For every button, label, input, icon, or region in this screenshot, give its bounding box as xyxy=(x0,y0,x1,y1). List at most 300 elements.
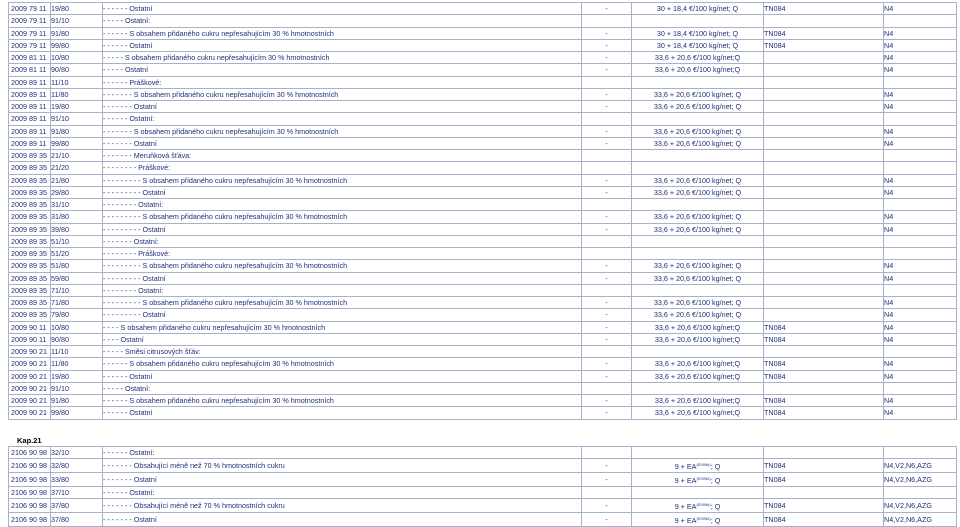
description: - - - - - - - Obsahující méně než 70 % hmotnostních cukru xyxy=(103,459,582,473)
duty-rate xyxy=(632,473,764,487)
subheading-code: 91/80 xyxy=(51,125,103,137)
table-row xyxy=(9,162,957,174)
commodity-code: 2106 90 98 xyxy=(9,499,51,513)
description: - - - - - - Ostatní xyxy=(103,407,582,419)
dash-cell: - xyxy=(582,407,632,419)
tn-measure xyxy=(764,223,884,235)
tn-measure xyxy=(764,382,884,394)
tn-measure xyxy=(764,447,884,459)
commodity-code: 2009 79 11 xyxy=(9,39,51,51)
subheading-code: 32/10 xyxy=(51,447,103,459)
table-row xyxy=(9,260,957,272)
n-measure: N4 xyxy=(884,358,957,370)
table-row xyxy=(9,101,957,113)
commodity-code: 2009 89 35 xyxy=(9,199,51,211)
n-measure xyxy=(884,346,957,358)
description: - - - - - - - Ostatní: xyxy=(103,235,582,247)
commodity-code: 2009 89 11 xyxy=(9,125,51,137)
subheading-code: 91/80 xyxy=(51,395,103,407)
description: - - - - Ostatní xyxy=(103,333,582,345)
tn-measure xyxy=(764,125,884,137)
dash-cell: - xyxy=(582,513,632,527)
description: - - - - - - - - Práškové: xyxy=(103,248,582,260)
n-measure: N4 xyxy=(884,101,957,113)
commodity-code: 2009 89 35 xyxy=(9,297,51,309)
commodity-code: 2009 89 35 xyxy=(9,162,51,174)
subheading-code: 91/10 xyxy=(51,382,103,394)
subheading-code: 19/80 xyxy=(51,101,103,113)
description: - - - - - - - Ostatní xyxy=(103,101,582,113)
dash-cell: - xyxy=(582,223,632,235)
table-row xyxy=(9,395,957,407)
duty-rate: 30 + 18,4 €/100 kg/net; Q xyxy=(632,3,764,15)
description: - - - - - - - - - S obsahem přidaného cukru nepřesahujícím 30 % hmotnostních xyxy=(103,297,582,309)
table-row xyxy=(9,333,957,345)
subheading-code: 71/10 xyxy=(51,284,103,296)
table-row xyxy=(9,382,957,394)
dash-cell xyxy=(582,76,632,88)
commodity-code: 2009 89 35 xyxy=(9,272,51,284)
description: - - - - - - - - Ostatní: xyxy=(103,284,582,296)
duty-rate: 33,6 + 20,6 €/100 kg/net; Q xyxy=(632,223,764,235)
tn-measure xyxy=(764,174,884,186)
description: - - - - - - - - - Ostatní xyxy=(103,186,582,198)
commodity-code: 2009 89 35 xyxy=(9,260,51,272)
n-measure: N4 xyxy=(884,137,957,149)
commodity-code: 2009 89 35 xyxy=(9,186,51,198)
n-measure: N4 xyxy=(884,297,957,309)
description: - - - - - - - - Ostatní: xyxy=(103,199,582,211)
duty-rate: 33,6 + 20,6 €/100 kg/net;Q xyxy=(632,358,764,370)
dash-cell: - xyxy=(582,101,632,113)
subheading-code: 21/80 xyxy=(51,174,103,186)
subheading-code: 90/80 xyxy=(51,64,103,76)
dash-cell: - xyxy=(582,137,632,149)
subheading-code: 10/80 xyxy=(51,52,103,64)
description: - - - - - - - - Práškové: xyxy=(103,162,582,174)
table-row xyxy=(9,346,957,358)
tn-measure xyxy=(764,199,884,211)
tn-measure xyxy=(764,137,884,149)
table-row xyxy=(9,370,957,382)
commodity-code: 2009 79 11 xyxy=(9,15,51,27)
duty-rate-footnote: (E009#) xyxy=(696,516,711,522)
dash-cell: - xyxy=(582,211,632,223)
dash-cell xyxy=(582,447,632,459)
table-row xyxy=(9,473,957,487)
tn-measure xyxy=(764,211,884,223)
commodity-code: 2106 90 98 xyxy=(9,447,51,459)
description: - - - - - - Ostatní xyxy=(103,3,582,15)
description: - - - - - S obsahem přidaného cukru nepřesahujícím 30 % hmotnostních xyxy=(103,52,582,64)
commodity-code: 2106 90 98 xyxy=(9,487,51,499)
description: - - - - - Ostatní: xyxy=(103,382,582,394)
tn-measure xyxy=(764,88,884,100)
duty-rate: 33,6 + 20,6 €/100 kg/net;Q xyxy=(632,64,764,76)
duty-rate-tail: ; Q xyxy=(710,502,721,512)
duty-rate-footnote: (E009#) xyxy=(696,462,711,468)
duty-rate-main: 9 + EA xyxy=(674,516,697,526)
n-measure xyxy=(884,162,957,174)
n-measure: N4 xyxy=(884,407,957,419)
duty-rate: 30 + 18,4 €/100 kg/net; Q xyxy=(632,27,764,39)
dash-cell: - xyxy=(582,321,632,333)
n-measure: N4,V2,N6,AZG xyxy=(884,459,957,473)
commodity-code: 2009 90 11 xyxy=(9,333,51,345)
commodity-code: 2009 90 21 xyxy=(9,395,51,407)
duty-rate-tail: ; Q xyxy=(710,462,721,472)
subheading-code: 11/80 xyxy=(51,88,103,100)
n-measure xyxy=(884,235,957,247)
dash-cell xyxy=(582,346,632,358)
description: - - - - - Směsi citrusových šťáv: xyxy=(103,346,582,358)
tn-measure xyxy=(764,260,884,272)
subheading-code: 10/80 xyxy=(51,321,103,333)
description: - - - - - - Ostatní xyxy=(103,370,582,382)
tn-measure: TN084 xyxy=(764,39,884,51)
n-measure: N4 xyxy=(884,27,957,39)
description: - - - - - - S obsahem přidaného cukru nepřesahujícím 30 % hmotnostních xyxy=(103,358,582,370)
duty-rate-footnote: (E009#) xyxy=(696,476,711,482)
duty-rate-main: 9 + EA xyxy=(674,462,697,472)
tn-measure xyxy=(764,284,884,296)
n-measure: N4 xyxy=(884,186,957,198)
dash-cell: - xyxy=(582,395,632,407)
n-measure: N4 xyxy=(884,52,957,64)
duty-rate: 33,6 + 20,6 €/100 kg/net; Q xyxy=(632,125,764,137)
table-row xyxy=(9,321,957,333)
table-row xyxy=(9,76,957,88)
description: - - - - - - - Obsahující méně než 70 % hmotnostních cukru xyxy=(103,499,582,513)
n-measure xyxy=(884,382,957,394)
n-measure: N4 xyxy=(884,223,957,235)
dash-cell: - xyxy=(582,186,632,198)
dash-cell xyxy=(582,15,632,27)
subheading-code: 37/80 xyxy=(51,499,103,513)
duty-rate-main: 9 + EA xyxy=(674,476,697,486)
commodity-code: 2009 90 21 xyxy=(9,358,51,370)
table-row xyxy=(9,186,957,198)
duty-rate: 33,6 + 20,6 €/100 kg/net;Q xyxy=(632,407,764,419)
n-measure xyxy=(884,113,957,125)
dash-cell: - xyxy=(582,39,632,51)
tn-measure: TN084 xyxy=(764,395,884,407)
duty-rate: 33,6 + 20,6 €/100 kg/net;Q xyxy=(632,333,764,345)
dash-cell xyxy=(582,150,632,162)
dash-cell: - xyxy=(582,272,632,284)
table-row xyxy=(9,64,957,76)
tn-measure: TN084 xyxy=(764,513,884,527)
duty-rate: 33,6 + 20,6 €/100 kg/net; Q xyxy=(632,186,764,198)
table-row xyxy=(9,447,957,459)
tn-measure xyxy=(764,487,884,499)
n-measure: N4 xyxy=(884,88,957,100)
subheading-code: 51/20 xyxy=(51,248,103,260)
table-row xyxy=(9,459,957,473)
table-row xyxy=(9,223,957,235)
dash-cell: - xyxy=(582,3,632,15)
n-measure xyxy=(884,76,957,88)
commodity-code: 2009 79 11 xyxy=(9,27,51,39)
subheading-code: 32/80 xyxy=(51,459,103,473)
tariff-table-top xyxy=(8,2,957,420)
tariff-table-bottom xyxy=(8,446,957,527)
table-row xyxy=(9,199,957,211)
commodity-code: 2009 89 35 xyxy=(9,248,51,260)
description: - - - - S obsahem přidaného cukru nepřesahujícím 30 % hmotnostních xyxy=(103,321,582,333)
n-measure: N4 xyxy=(884,3,957,15)
tn-measure: TN084 xyxy=(764,473,884,487)
table-row xyxy=(9,211,957,223)
commodity-code: 2106 90 98 xyxy=(9,473,51,487)
description: - - - - - Ostatní: xyxy=(103,15,582,27)
dash-cell: - xyxy=(582,260,632,272)
n-measure xyxy=(884,199,957,211)
subheading-code: 51/10 xyxy=(51,235,103,247)
duty-rate xyxy=(632,199,764,211)
duty-rate xyxy=(632,447,764,459)
duty-rate: 33,6 + 20,6 €/100 kg/net; Q xyxy=(632,309,764,321)
n-measure: N4 xyxy=(884,174,957,186)
subheading-code: 11/80 xyxy=(51,358,103,370)
description: - - - - - - Ostatní: xyxy=(103,447,582,459)
dash-cell: - xyxy=(582,64,632,76)
subheading-code: 33/80 xyxy=(51,473,103,487)
n-measure: N4,V2,N6,AZG xyxy=(884,513,957,527)
dash-cell xyxy=(582,382,632,394)
description: - - - - - - - - - S obsahem přidaného cukru nepřesahujícím 30 % hmotnostních xyxy=(103,260,582,272)
n-measure: N4 xyxy=(884,211,957,223)
tn-measure xyxy=(764,64,884,76)
table-row xyxy=(9,235,957,247)
subheading-code: 19/80 xyxy=(51,370,103,382)
n-measure: N4 xyxy=(884,333,957,345)
duty-rate: 30 + 18,4 €/100 kg/net; Q xyxy=(632,39,764,51)
tn-measure xyxy=(764,272,884,284)
tn-measure: TN084 xyxy=(764,333,884,345)
commodity-code: 2009 90 21 xyxy=(9,407,51,419)
dash-cell: - xyxy=(582,125,632,137)
tn-measure: TN084 xyxy=(764,459,884,473)
duty-rate xyxy=(632,248,764,260)
tn-measure xyxy=(764,235,884,247)
description: - - - - - - Ostatní: xyxy=(103,487,582,499)
dash-cell: - xyxy=(582,499,632,513)
table-row xyxy=(9,88,957,100)
tn-measure: TN084 xyxy=(764,321,884,333)
duty-rate xyxy=(632,15,764,27)
description: - - - - - - - - - Ostatní xyxy=(103,309,582,321)
commodity-code: 2009 81 11 xyxy=(9,52,51,64)
n-measure: N4 xyxy=(884,260,957,272)
duty-rate xyxy=(632,499,764,513)
subheading-code: 71/80 xyxy=(51,297,103,309)
subheading-code: 11/10 xyxy=(51,76,103,88)
commodity-code: 2009 89 35 xyxy=(9,150,51,162)
tariff-table-bottom-body xyxy=(9,447,957,527)
commodity-code: 2009 89 11 xyxy=(9,113,51,125)
description: - - - - - - - - - Ostatní xyxy=(103,223,582,235)
table-row xyxy=(9,52,957,64)
dash-cell: - xyxy=(582,174,632,186)
tn-measure: TN084 xyxy=(764,358,884,370)
subheading-code: 21/20 xyxy=(51,162,103,174)
dash-cell: - xyxy=(582,52,632,64)
table-row xyxy=(9,248,957,260)
subheading-code: 91/10 xyxy=(51,113,103,125)
description: - - - - - - Ostatní xyxy=(103,39,582,51)
subheading-code: 19/80 xyxy=(51,3,103,15)
duty-rate xyxy=(632,513,764,527)
tn-measure xyxy=(764,248,884,260)
tn-measure: TN084 xyxy=(764,407,884,419)
n-measure: N4 xyxy=(884,125,957,137)
n-measure: N4,V2,N6,AZG xyxy=(884,473,957,487)
description: - - - - - - - Meruňková šťáva: xyxy=(103,150,582,162)
n-measure xyxy=(884,447,957,459)
dash-cell xyxy=(582,162,632,174)
n-measure: N4 xyxy=(884,39,957,51)
duty-rate xyxy=(632,346,764,358)
tn-measure xyxy=(764,186,884,198)
commodity-code: 2106 90 98 xyxy=(9,513,51,527)
table-row xyxy=(9,150,957,162)
dash-cell: - xyxy=(582,88,632,100)
table-row xyxy=(9,3,957,15)
n-measure: N4 xyxy=(884,272,957,284)
description: - - - - - - Ostatní: xyxy=(103,113,582,125)
table-row xyxy=(9,272,957,284)
subheading-code: 59/80 xyxy=(51,272,103,284)
description: - - - - - - Práškové: xyxy=(103,76,582,88)
subheading-code: 51/80 xyxy=(51,260,103,272)
n-measure: N4 xyxy=(884,64,957,76)
duty-rate xyxy=(632,76,764,88)
duty-rate: 33,6 + 20,6 €/100 kg/net;Q xyxy=(632,321,764,333)
duty-rate xyxy=(632,487,764,499)
subheading-code: 91/80 xyxy=(51,27,103,39)
duty-rate: 33,6 + 20,6 €/100 kg/net; Q xyxy=(632,101,764,113)
subheading-code: 99/80 xyxy=(51,137,103,149)
tn-measure xyxy=(764,76,884,88)
tn-measure xyxy=(764,113,884,125)
description: - - - - - - - Ostatní xyxy=(103,513,582,527)
description: - - - - - - - S obsahem přidaného cukru nepřesahujícím 30 % hmotnostních xyxy=(103,88,582,100)
table-row xyxy=(9,113,957,125)
subheading-code: 31/10 xyxy=(51,199,103,211)
table-row xyxy=(9,39,957,51)
subheading-code: 39/80 xyxy=(51,223,103,235)
table-row xyxy=(9,513,957,527)
commodity-code: 2009 89 11 xyxy=(9,101,51,113)
tariff-table-top-body xyxy=(9,3,957,420)
chapter-heading: Kap.21 xyxy=(17,436,42,445)
description: - - - - - - - Ostatní xyxy=(103,137,582,149)
duty-rate xyxy=(632,382,764,394)
commodity-code: 2009 89 11 xyxy=(9,137,51,149)
n-measure xyxy=(884,150,957,162)
subheading-code: 11/10 xyxy=(51,346,103,358)
dash-cell: - xyxy=(582,358,632,370)
duty-rate: 33,6 + 20,6 €/100 kg/net; Q xyxy=(632,272,764,284)
duty-rate: 33,6 + 20,6 €/100 kg/net;Q xyxy=(632,52,764,64)
description: - - - - - - S obsahem přidaného cukru nepřesahujícím 30 % hmotnostních xyxy=(103,395,582,407)
commodity-code: 2009 89 35 xyxy=(9,284,51,296)
table-row xyxy=(9,137,957,149)
table-row xyxy=(9,407,957,419)
subheading-code: 37/10 xyxy=(51,487,103,499)
tn-measure xyxy=(764,150,884,162)
dash-cell xyxy=(582,248,632,260)
duty-rate: 33,6 + 20,6 €/100 kg/net; Q xyxy=(632,174,764,186)
n-measure: N4 xyxy=(884,395,957,407)
duty-rate-tail: ; Q xyxy=(710,516,721,526)
tn-measure xyxy=(764,15,884,27)
dash-cell: - xyxy=(582,309,632,321)
table-row xyxy=(9,174,957,186)
subheading-code: 21/10 xyxy=(51,150,103,162)
dash-cell: - xyxy=(582,370,632,382)
description: - - - - - - - - - Ostatní xyxy=(103,272,582,284)
description: - - - - - - - - - S obsahem přidaného cukru nepřesahujícím 30 % hmotnostních xyxy=(103,174,582,186)
tn-measure xyxy=(764,162,884,174)
dash-cell: - xyxy=(582,333,632,345)
n-measure xyxy=(884,248,957,260)
dash-cell xyxy=(582,113,632,125)
tn-measure xyxy=(764,101,884,113)
commodity-code: 2009 90 21 xyxy=(9,346,51,358)
tn-measure: TN084 xyxy=(764,370,884,382)
duty-rate xyxy=(632,284,764,296)
table-row xyxy=(9,499,957,513)
table-row xyxy=(9,309,957,321)
commodity-code: 2009 90 11 xyxy=(9,321,51,333)
n-measure xyxy=(884,15,957,27)
tn-measure: TN084 xyxy=(764,27,884,39)
dash-cell xyxy=(582,487,632,499)
subheading-code: 99/80 xyxy=(51,407,103,419)
dash-cell: - xyxy=(582,297,632,309)
description: - - - - - - - S obsahem přidaného cukru nepřesahujícím 30 % hmotnostních xyxy=(103,125,582,137)
commodity-code: 2106 90 98 xyxy=(9,459,51,473)
dash-cell xyxy=(582,199,632,211)
n-measure xyxy=(884,284,957,296)
duty-rate: 33,6 + 20,6 €/100 kg/net;Q xyxy=(632,370,764,382)
n-measure: N4 xyxy=(884,370,957,382)
commodity-code: 2009 89 11 xyxy=(9,88,51,100)
subheading-code: 79/80 xyxy=(51,309,103,321)
dash-cell xyxy=(582,235,632,247)
duty-rate: 33,6 + 20,6 €/100 kg/net; Q xyxy=(632,88,764,100)
n-measure: N4,V2,N6,AZG xyxy=(884,499,957,513)
subheading-code: 99/80 xyxy=(51,39,103,51)
commodity-code: 2009 89 35 xyxy=(9,174,51,186)
duty-rate: 33,6 + 20,6 €/100 kg/net; Q xyxy=(632,137,764,149)
tn-measure xyxy=(764,309,884,321)
table-row xyxy=(9,27,957,39)
duty-rate xyxy=(632,113,764,125)
n-measure xyxy=(884,487,957,499)
commodity-code: 2009 81 11 xyxy=(9,64,51,76)
dash-cell: - xyxy=(582,27,632,39)
commodity-code: 2009 89 35 xyxy=(9,235,51,247)
commodity-code: 2009 89 35 xyxy=(9,211,51,223)
table-row xyxy=(9,487,957,499)
duty-rate: 33,6 + 20,6 €/100 kg/net; Q xyxy=(632,211,764,223)
subheading-code: 29/80 xyxy=(51,186,103,198)
n-measure: N4 xyxy=(884,321,957,333)
tn-measure xyxy=(764,52,884,64)
